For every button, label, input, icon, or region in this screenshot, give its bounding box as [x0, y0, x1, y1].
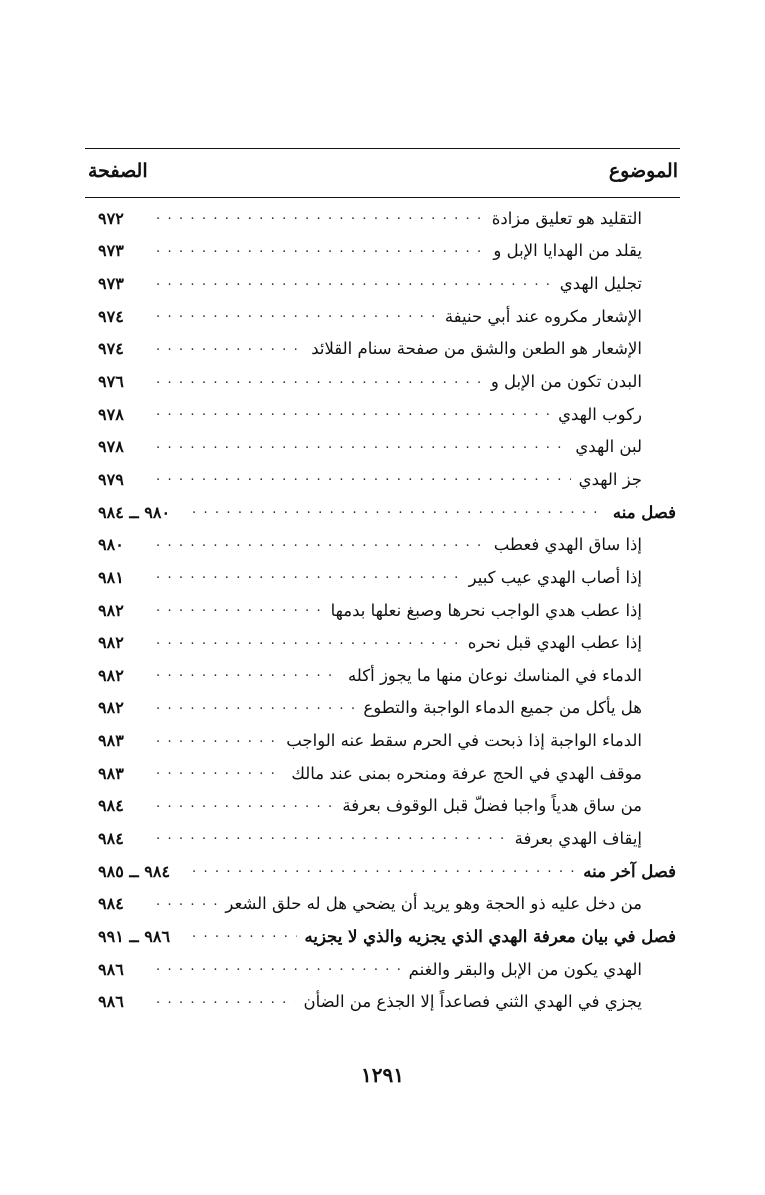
section-title: فصل في بيان معرفة الهدي الذي يجزيه والذي لا يجزيه	[304, 926, 676, 946]
leader-dots	[156, 439, 567, 455]
toc-entry	[98, 757, 676, 790]
section-page-range: ٩٨٦ ــ ٩٩١	[98, 926, 171, 946]
entry-title: إيقاف الهدي بعرفة	[514, 828, 642, 848]
entry-title: الإشعار هو الطعن والشق من صفحة سنام القلائد	[311, 339, 642, 359]
entry-page: ٩٨٠	[98, 535, 124, 555]
toc-entry	[98, 235, 676, 268]
entry-title: الإشعار مكروه عند أبي حنيفة	[444, 306, 642, 326]
toc-entry	[98, 202, 676, 235]
leader-dots	[192, 863, 575, 879]
entry-page: ٩٨٤	[98, 796, 124, 816]
entry-title: الدماء في المناسك نوعان منها ما يجوز أكله	[347, 665, 642, 685]
section-page-range: ٩٨٤ ــ ٩٨٥	[98, 861, 171, 881]
entry-title: إذا ساق الهدي فعطب	[493, 535, 642, 555]
toc-entry	[98, 790, 676, 823]
entry-page: ٩٧٤	[98, 339, 124, 359]
toc-header	[88, 155, 678, 187]
leader-dots	[156, 961, 401, 977]
toc-entry	[98, 333, 676, 366]
toc-entry	[98, 398, 676, 431]
entry-page: ٩٧٢	[98, 208, 124, 228]
entry-page: ٩٨٢	[98, 633, 124, 653]
section-title: فصل آخر منه	[583, 861, 676, 881]
toc-entry	[98, 887, 676, 920]
leader-dots	[156, 700, 355, 716]
entry-title: تجليل الهدي	[559, 274, 642, 294]
entry-page: ٩٨٣	[98, 763, 124, 783]
leader-dots	[156, 308, 437, 324]
toc-entry	[98, 300, 676, 333]
entry-page: ٩٧٩	[98, 469, 124, 489]
leader-dots	[156, 896, 217, 912]
topic-column-label: الموضوع	[608, 160, 678, 182]
page-number: ١٢٩١	[361, 1063, 404, 1087]
leader-dots	[156, 798, 334, 814]
page-column-label: الصفحة	[88, 160, 148, 182]
entry-page: ٩٧٣	[98, 241, 124, 261]
entry-page: ٩٨١	[98, 567, 124, 587]
entry-title: من دخل عليه ذو الحجة وهو يريد أن يضحي هل له حلق الشعر	[225, 894, 642, 914]
leader-dots	[156, 733, 278, 749]
entry-page: ٩٨٢	[98, 665, 124, 685]
leader-dots	[156, 994, 295, 1010]
leader-dots	[192, 504, 605, 520]
leader-dots	[156, 341, 303, 357]
leader-dots	[156, 830, 507, 846]
toc-entry	[98, 594, 676, 627]
table-of-contents	[98, 202, 676, 1018]
toc-section-heading	[98, 920, 676, 953]
entry-title: إذا عطب الهدي قبل نحره	[467, 633, 642, 653]
entry-page: ٩٨٤	[98, 894, 124, 914]
entry-page: ٩٨٤	[98, 828, 124, 848]
entry-page: ٩٨٦	[98, 992, 124, 1012]
entry-title: هل يأكل من جميع الدماء الواجبة والتطوع	[363, 698, 642, 718]
leader-dots	[156, 765, 283, 781]
entry-title: لبن الهدي	[575, 437, 642, 457]
entry-title: البدن تكون من الإبل و	[490, 372, 642, 392]
entry-page: ٩٨٢	[98, 600, 124, 620]
toc-entry	[98, 561, 676, 594]
entry-page: ٩٧٦	[98, 372, 124, 392]
leader-dots	[156, 602, 323, 618]
leader-dots	[156, 406, 550, 422]
entry-title: ركوب الهدي	[558, 404, 642, 424]
toc-entry	[98, 626, 676, 659]
toc-entry	[98, 822, 676, 855]
header-bottom-rule	[85, 197, 680, 198]
entry-page: ٩٧٨	[98, 437, 124, 457]
leader-dots	[156, 210, 484, 226]
section-page-range: ٩٨٠ ــ ٩٨٤	[98, 502, 171, 522]
leader-dots	[156, 667, 340, 683]
leader-dots	[156, 537, 486, 553]
entry-title: جز الهدي	[578, 469, 642, 489]
leader-dots	[156, 243, 485, 259]
entry-title: إذا عطب هدي الواجب نحرها وصبغ نعلها بدمها	[330, 600, 642, 620]
header-top-rule	[85, 148, 680, 149]
toc-section-heading	[98, 855, 676, 888]
toc-entry	[98, 692, 676, 725]
entry-page: ٩٧٨	[98, 404, 124, 424]
entry-page: ٩٨٢	[98, 698, 124, 718]
leader-dots	[192, 928, 297, 944]
leader-dots	[156, 635, 460, 651]
toc-entry	[98, 365, 676, 398]
entry-page: ٩٨٣	[98, 731, 124, 751]
entry-title: يقلد من الهدايا الإبل و	[493, 241, 642, 261]
toc-entry	[98, 953, 676, 986]
entry-page: ٩٨٦	[98, 959, 124, 979]
section-title: فصل منه	[612, 502, 676, 522]
entry-title: إذا أصاب الهدي عيب كبير	[468, 567, 642, 587]
leader-dots	[156, 276, 552, 292]
toc-entry	[98, 267, 676, 300]
leader-dots	[156, 569, 461, 585]
entry-title: يجزي في الهدي الثني فصاعداً إلا الجذع من الضأن	[303, 992, 642, 1012]
entry-title: من ساق هدياً واجبا فضلّ قبل الوقوف بعرفة	[342, 796, 642, 816]
entry-page: ٩٧٤	[98, 306, 124, 326]
toc-entry	[98, 430, 676, 463]
entry-page: ٩٧٣	[98, 274, 124, 294]
toc-entry	[98, 463, 676, 496]
toc-entry	[98, 659, 676, 692]
toc-section-heading	[98, 496, 676, 529]
leader-dots	[156, 471, 571, 487]
leader-dots	[156, 374, 483, 390]
toc-entry	[98, 724, 676, 757]
toc-entry	[98, 528, 676, 561]
entry-title: الهدي يكون من الإبل والبقر والغنم	[408, 959, 642, 979]
entry-title: التقليد هو تعليق مزادة	[491, 208, 642, 228]
toc-entry	[98, 985, 676, 1018]
entry-title: موقف الهدي في الحج عرفة ومنحره بمنى عند مالك	[291, 763, 642, 783]
entry-title: الدماء الواجبة إذا ذبحت في الحرم سقط عنه الواجب	[286, 731, 642, 751]
